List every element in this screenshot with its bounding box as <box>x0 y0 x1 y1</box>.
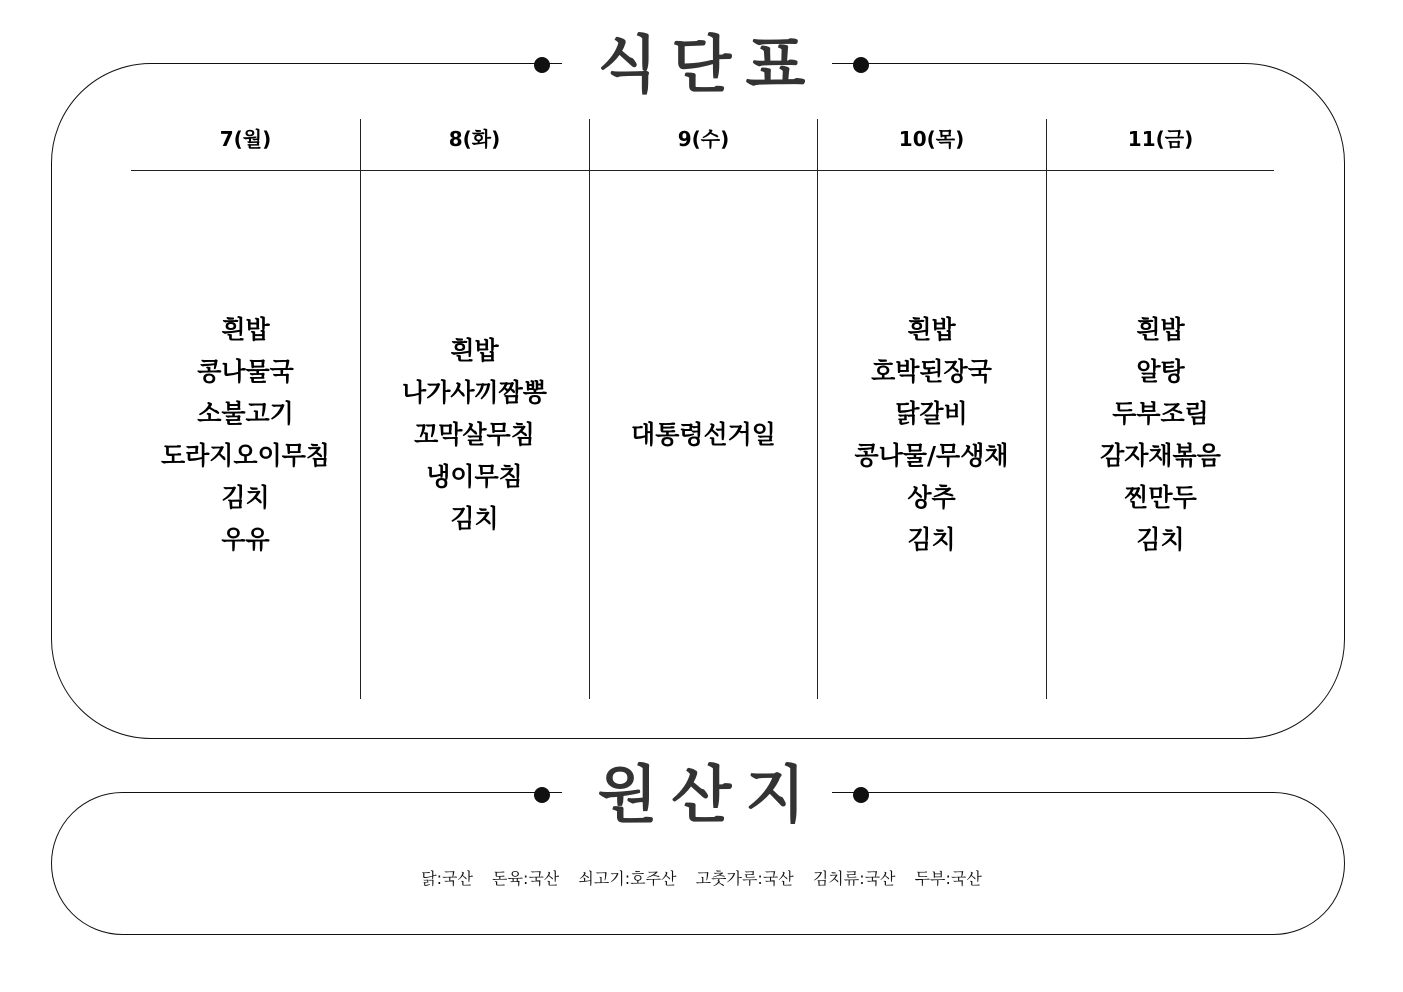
dish-item: 김치 <box>907 525 956 554</box>
day-menu-thu <box>817 175 1046 695</box>
dish-item: 김치 <box>450 504 499 533</box>
day-menu-fri <box>1046 175 1275 695</box>
origin-item: 닭:국산 <box>421 869 473 888</box>
dish-item: 우유 <box>221 525 270 554</box>
origin-title: 원산지 <box>597 758 820 831</box>
title-left-dot <box>534 57 550 73</box>
dish-item: 대통령선거일 <box>631 420 776 449</box>
origin-title-bar <box>0 760 1403 830</box>
title-left-dot <box>534 787 550 803</box>
dish-item: 콩나물국 <box>197 357 294 386</box>
origin-list <box>0 867 1403 891</box>
dish-item: 소불고기 <box>197 399 294 428</box>
title-right-dot <box>853 57 869 73</box>
dish-item: 꼬막살무침 <box>414 420 535 449</box>
day-menu-tue <box>360 175 589 695</box>
day-menu-wed <box>589 175 818 695</box>
day-header-wed: 9(수) <box>677 127 730 151</box>
dish-item: 흰밥 <box>1136 315 1185 344</box>
dish-item: 콩나물/무생채 <box>854 441 1009 470</box>
dish-item: 흰밥 <box>450 336 499 365</box>
day-menu-mon <box>131 175 360 695</box>
header-divider <box>131 170 1274 171</box>
dish-item: 두부조림 <box>1112 399 1209 428</box>
dish-item: 김치 <box>221 483 270 512</box>
day-header-thu: 10(목) <box>898 127 965 151</box>
origin-item: 고춧가루:국산 <box>695 869 794 888</box>
dish-item: 알탕 <box>1136 357 1185 386</box>
dish-item: 김치 <box>1136 525 1185 554</box>
day-header-tue: 8(화) <box>448 127 501 151</box>
dish-item: 찐만두 <box>1124 483 1197 512</box>
day-header-mon: 7(월) <box>219 127 272 151</box>
day-header-fri: 11(금) <box>1127 127 1194 151</box>
dish-item: 호박된장국 <box>871 357 992 386</box>
menu-title-bar <box>0 30 1403 100</box>
title-right-dot <box>853 787 869 803</box>
dish-item: 도라지오이무침 <box>160 441 331 470</box>
dish-item: 감자채볶음 <box>1100 441 1221 470</box>
dish-item: 나가사끼짬뽕 <box>402 378 547 407</box>
dish-item: 흰밥 <box>221 315 270 344</box>
origin-item: 쇠고기:호주산 <box>578 869 677 888</box>
origin-item: 김치류:국산 <box>812 869 896 888</box>
dish-item: 냉이무침 <box>426 462 523 491</box>
origin-item: 돈육:국산 <box>492 869 560 888</box>
origin-item: 두부:국산 <box>914 869 982 888</box>
dish-item: 닭갈비 <box>895 399 968 428</box>
dish-item: 흰밥 <box>907 315 956 344</box>
dish-item: 상추 <box>907 483 956 512</box>
menu-title: 식단표 <box>597 28 820 101</box>
